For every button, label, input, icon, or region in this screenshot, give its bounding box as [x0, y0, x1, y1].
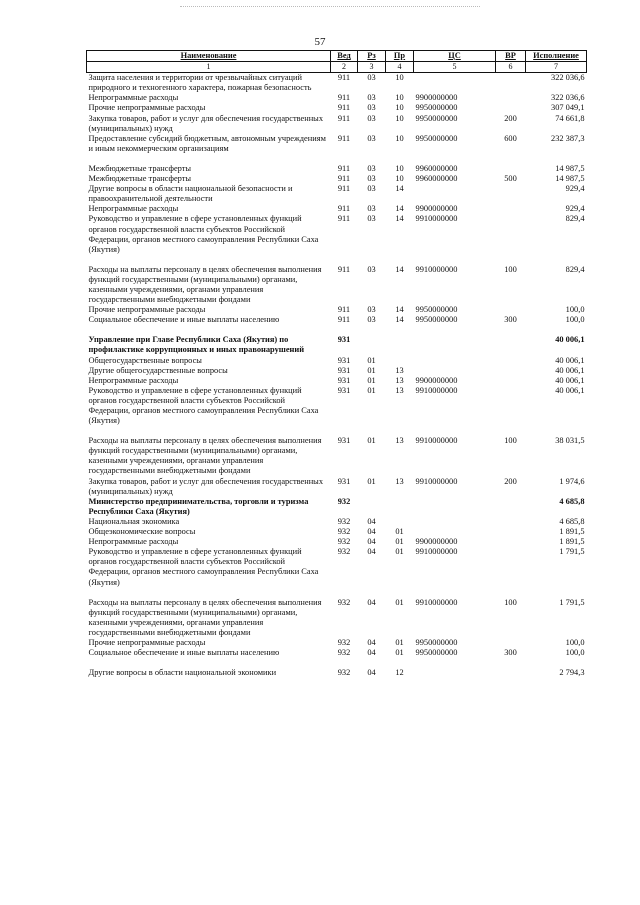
- row-pr: 12: [395, 668, 404, 678]
- table-row: [87, 265, 587, 305]
- table-row: [87, 103, 587, 113]
- row-pr: [386, 517, 414, 527]
- row-pr: 13: [395, 436, 404, 446]
- row-ved: 911: [337, 174, 351, 184]
- row-cs: 9900000000: [415, 375, 458, 385]
- row-rz: 03: [367, 305, 376, 315]
- row-ved: 911: [337, 73, 351, 83]
- row-rz: 04: [367, 597, 376, 607]
- column-number: 4: [386, 62, 414, 73]
- row-pr: 01: [395, 597, 404, 607]
- row-vr: 600: [504, 133, 517, 143]
- table-row: [87, 598, 587, 638]
- row-name: Защита населения и территории от чрезвычайных ситуаций природного и техногенного характера, пожарная безопасность: [88, 73, 312, 93]
- spacer-row: [87, 255, 587, 265]
- row-pr: [386, 335, 414, 355]
- row-value: 2 794,3: [559, 668, 585, 678]
- spacer-cell: [87, 154, 587, 164]
- row-value: 40 006,1: [555, 355, 585, 365]
- row-ved: 931: [337, 365, 351, 375]
- row-value: 1 891,5: [559, 527, 585, 537]
- row-cs: 9900000000: [415, 204, 458, 214]
- table-row: [87, 547, 587, 587]
- row-name: Социальное обеспечение и иные выплаты населению: [88, 648, 280, 658]
- row-value: 1 791,5: [559, 597, 585, 607]
- row-rz: 03: [367, 73, 376, 83]
- row-pr: 10: [395, 103, 404, 113]
- row-value: 929,4: [565, 184, 585, 194]
- row-name: Прочие непрограммные расходы: [88, 103, 206, 113]
- row-ved: 931: [337, 436, 351, 446]
- table-row: [87, 204, 587, 214]
- row-ved: 931: [337, 476, 351, 486]
- row-pr: 10: [395, 133, 404, 143]
- row-pr: [386, 356, 414, 366]
- row-cs: 9910000000: [415, 547, 458, 557]
- row-vr: [496, 527, 526, 537]
- row-pr: 14: [395, 264, 404, 274]
- row-pr: 01: [395, 527, 404, 537]
- table-row: [87, 436, 587, 476]
- row-ved: 931: [337, 375, 351, 385]
- row-vr: [496, 204, 526, 214]
- table-row: [87, 214, 587, 254]
- table-row: [87, 386, 587, 426]
- row-pr: [386, 497, 414, 517]
- spacer-row: [87, 154, 587, 164]
- row-pr: 01: [395, 637, 404, 647]
- table-row: [87, 164, 587, 174]
- header-name: Наименование: [87, 51, 331, 62]
- header-pr: Пр: [386, 51, 414, 62]
- column-number: 5: [414, 62, 496, 73]
- row-cs: [414, 73, 496, 94]
- row-vr: [496, 305, 526, 315]
- table-row: [87, 93, 587, 103]
- row-pr: 14: [395, 184, 404, 194]
- row-pr: 13: [395, 476, 404, 486]
- table-row: [87, 537, 587, 547]
- row-rz: 03: [367, 264, 376, 274]
- row-value: 40 006,1: [555, 375, 585, 385]
- row-cs: [414, 335, 496, 355]
- row-value: 829,4: [565, 214, 585, 224]
- spacer-cell: [87, 426, 587, 436]
- row-pr: 10: [395, 93, 404, 103]
- row-cs: 9910000000: [415, 385, 458, 395]
- row-pr: 13: [395, 385, 404, 395]
- table-row: [87, 668, 587, 678]
- row-ved: 911: [337, 163, 351, 173]
- spacer-cell: [87, 255, 587, 265]
- row-rz: 03: [367, 93, 376, 103]
- row-pr: 10: [395, 163, 404, 173]
- row-rz: 04: [367, 648, 376, 658]
- row-cs: 9950000000: [415, 103, 458, 113]
- row-name: Руководство и управление в сфере установленных функций органов государственной власти субъектов Российской Федерации, органов местного самоуправления Республики Саха (Якутия): [88, 214, 319, 254]
- table-row: [87, 477, 587, 497]
- row-cs: 9950000000: [415, 133, 458, 143]
- column-number: 3: [358, 62, 386, 73]
- row-vr: [496, 497, 526, 517]
- row-cs: [414, 497, 496, 517]
- header-cs: ЦС: [414, 51, 496, 62]
- row-name: Руководство и управление в сфере установленных функций органов государственной власти субъектов Российской Федерации, органов местного самоуправления Республики Саха (Якутия): [88, 385, 319, 426]
- spacer-row: [87, 426, 587, 436]
- row-cs: 9910000000: [415, 214, 458, 224]
- row-vr: 200: [504, 476, 517, 486]
- row-ved: 911: [337, 305, 351, 315]
- row-value: 40 006,1: [555, 335, 585, 345]
- row-value: 322 036,6: [551, 73, 585, 83]
- row-name: Общегосударственные вопросы: [88, 355, 202, 365]
- row-cs: 9960000000: [415, 174, 458, 184]
- table-row: [87, 497, 587, 517]
- spacer-row: [87, 588, 587, 598]
- table-row: [87, 73, 587, 94]
- row-rz: 01: [367, 385, 376, 395]
- row-rz: 01: [367, 476, 376, 486]
- row-ved: 932: [337, 537, 351, 547]
- row-cs: 9900000000: [415, 93, 458, 103]
- row-vr: [496, 547, 526, 587]
- row-vr: [496, 164, 526, 174]
- row-vr: [496, 517, 526, 527]
- row-name: Другие вопросы в области национальной безопасности и правоохранительной деятельности: [88, 184, 293, 204]
- row-rz: 03: [367, 113, 376, 123]
- row-ved: 932: [337, 648, 351, 658]
- row-name: Непрограммные расходы: [88, 375, 179, 385]
- row-name: Предоставление субсидий бюджетным, автономным учреждениям и иным некоммерческим организациям: [88, 133, 326, 153]
- row-name: Расходы на выплаты персоналу в целях обеспечения выполнения функций государственными (муниципальными) органами, казенными учреждениями, органами управления государственными внебюджетными фондами: [88, 597, 322, 637]
- row-pr: 14: [395, 305, 404, 315]
- table-row: [87, 356, 587, 366]
- row-value: 4 685,8: [559, 496, 585, 506]
- row-rz: [358, 335, 386, 355]
- column-number-row: [87, 62, 587, 73]
- row-rz: 03: [367, 315, 376, 325]
- row-name: Национальная экономика: [88, 516, 180, 526]
- row-vr: [496, 537, 526, 547]
- row-cs: 9950000000: [415, 315, 458, 325]
- header-rz: Рз: [358, 51, 386, 62]
- row-rz: 03: [367, 184, 376, 194]
- row-value: 100,0: [565, 315, 585, 325]
- row-rz: 01: [367, 436, 376, 446]
- header-ved: Вед: [331, 51, 358, 62]
- row-cs: 9910000000: [415, 264, 458, 274]
- column-number: 6: [496, 62, 526, 73]
- row-pr: 14: [395, 204, 404, 214]
- page-number: 57: [314, 36, 326, 48]
- row-name: Руководство и управление в сфере установленных функций органов государственной власти субъектов Российской Федерации, органов местного самоуправления Республики Саха (Якутия): [88, 547, 319, 587]
- row-rz: [358, 497, 386, 517]
- row-pr: 01: [395, 648, 404, 658]
- row-ved: 931: [337, 335, 351, 345]
- row-vr: 100: [504, 264, 517, 274]
- table-row: [87, 648, 587, 658]
- table-row: [87, 174, 587, 184]
- header-vr: ВР: [496, 51, 526, 62]
- row-name: Непрограммные расходы: [88, 204, 179, 214]
- table-row: [87, 134, 587, 154]
- row-pr: 14: [395, 214, 404, 224]
- header-value: Исполнение: [526, 51, 587, 62]
- row-value: 307 049,1: [551, 103, 585, 113]
- row-value: 74 661,8: [555, 113, 585, 123]
- row-rz: 04: [367, 527, 376, 537]
- row-vr: [496, 335, 526, 355]
- spacer-row: [87, 658, 587, 668]
- row-name: Управление при Главе Республики Саха (Якутия) по профилактике коррупционных и иных правонарушений: [88, 335, 305, 355]
- row-vr: [496, 184, 526, 204]
- row-vr: [496, 366, 526, 376]
- row-value: 14 987,5: [555, 163, 585, 173]
- row-rz: 01: [367, 375, 376, 385]
- row-ved: 932: [337, 496, 351, 506]
- row-ved: 911: [337, 214, 351, 224]
- row-name: Другие вопросы в области национальной экономики: [88, 668, 277, 678]
- row-rz: 03: [367, 214, 376, 224]
- table-row: [87, 527, 587, 537]
- row-vr: 200: [504, 113, 517, 123]
- row-ved: 911: [337, 113, 351, 123]
- row-ved: 911: [337, 133, 351, 143]
- row-rz: 04: [367, 547, 376, 557]
- row-cs: [414, 366, 496, 376]
- row-name: Расходы на выплаты персоналу в целях обеспечения выполнения функций государственными (муниципальными) органами, казенными учреждениями, органами управления государственными внебюджетными фондами: [88, 264, 322, 305]
- row-pr: 10: [395, 73, 404, 83]
- row-vr: 100: [504, 597, 517, 607]
- row-rz: 04: [367, 668, 376, 678]
- row-cs: 9950000000: [415, 113, 458, 123]
- row-ved: 911: [337, 204, 351, 214]
- row-cs: [414, 527, 496, 537]
- row-vr: 100: [504, 436, 517, 446]
- row-cs: 9950000000: [415, 637, 458, 647]
- row-value: 1 791,5: [559, 547, 585, 557]
- row-cs: 9910000000: [415, 436, 458, 446]
- row-ved: 931: [337, 385, 351, 395]
- row-name: Закупка товаров, работ и услуг для обеспечения государственных (муниципальных) нужд: [88, 476, 324, 496]
- row-pr: 14: [395, 315, 404, 325]
- row-rz: 03: [367, 103, 376, 113]
- row-pr: 01: [395, 537, 404, 547]
- row-cs: 9950000000: [415, 648, 458, 658]
- row-value: 100,0: [565, 648, 585, 658]
- column-number: 1: [87, 62, 331, 73]
- table-row: [87, 184, 587, 204]
- row-value: 100,0: [565, 637, 585, 647]
- spacer-cell: [87, 325, 587, 335]
- row-vr: [496, 103, 526, 113]
- row-name: Социальное обеспечение и иные выплаты населению: [88, 315, 280, 325]
- row-vr: [496, 93, 526, 103]
- row-vr: [496, 386, 526, 426]
- row-rz: 04: [367, 516, 376, 526]
- row-name: Межбюджетные трансферты: [88, 163, 192, 173]
- column-number: 7: [526, 62, 587, 73]
- row-pr: 13: [395, 365, 404, 375]
- row-cs: 9950000000: [415, 305, 458, 315]
- spacer-row: [87, 325, 587, 335]
- row-ved: 911: [337, 93, 351, 103]
- row-vr: [496, 376, 526, 386]
- row-vr: [496, 668, 526, 678]
- row-ved: 932: [337, 516, 351, 526]
- row-name: Министерство предпринимательства, торговли и туризма Республики Саха (Якутия): [88, 496, 309, 516]
- row-value: 4 685,8: [559, 516, 585, 526]
- row-cs: [414, 184, 496, 204]
- row-value: 232 387,3: [551, 133, 585, 143]
- row-vr: [496, 73, 526, 94]
- row-vr: [496, 356, 526, 366]
- row-vr: 500: [504, 174, 517, 184]
- row-value: 1 974,6: [559, 476, 585, 486]
- row-rz: 03: [367, 133, 376, 143]
- row-pr: 01: [395, 547, 404, 557]
- row-rz: 01: [367, 355, 376, 365]
- row-vr: [496, 214, 526, 254]
- spacer-cell: [87, 588, 587, 598]
- table-row: [87, 376, 587, 386]
- row-ved: 911: [337, 184, 351, 194]
- column-number: 2: [331, 62, 358, 73]
- row-vr: [496, 638, 526, 648]
- row-ved: 932: [337, 597, 351, 607]
- row-name: Межбюджетные трансферты: [88, 174, 192, 184]
- row-cs: 9900000000: [415, 537, 458, 547]
- row-ved: 911: [337, 264, 351, 274]
- row-ved: 931: [337, 355, 351, 365]
- table-row: [87, 335, 587, 355]
- row-cs: 9910000000: [415, 476, 458, 486]
- row-cs: [414, 668, 496, 678]
- row-ved: 932: [337, 668, 351, 678]
- row-cs: [414, 356, 496, 366]
- scan-artifact-line: [180, 6, 480, 7]
- row-value: 14 987,5: [555, 174, 585, 184]
- row-value: 322 036,6: [551, 93, 585, 103]
- row-value: 40 006,1: [555, 385, 585, 395]
- spacer-cell: [87, 658, 587, 668]
- row-ved: 932: [337, 637, 351, 647]
- row-cs: [414, 517, 496, 527]
- row-rz: 03: [367, 163, 376, 173]
- row-cs: 9910000000: [415, 597, 458, 607]
- table-row: [87, 315, 587, 325]
- row-name: Расходы на выплаты персоналу в целях обеспечения выполнения функций государственными (муниципальными) органами, казенными учреждениями, органами управления государственными внебюджетными фондами: [88, 436, 322, 476]
- row-ved: 932: [337, 527, 351, 537]
- row-name: Прочие непрограммные расходы: [88, 305, 206, 315]
- table-row: [87, 305, 587, 315]
- row-rz: 01: [367, 365, 376, 375]
- budget-execution-table: [86, 50, 587, 678]
- row-rz: 03: [367, 174, 376, 184]
- row-value: 40 006,1: [555, 365, 585, 375]
- row-value: 38 031,5: [555, 436, 585, 446]
- table-row: [87, 638, 587, 648]
- row-pr: 10: [395, 174, 404, 184]
- row-ved: 932: [337, 547, 351, 557]
- row-name: Общеэкономические вопросы: [88, 527, 196, 537]
- row-cs: 9960000000: [415, 163, 458, 173]
- row-name: Закупка товаров, работ и услуг для обеспечения государственных (муниципальных) нужд: [88, 113, 324, 133]
- row-rz: 03: [367, 204, 376, 214]
- table-row: [87, 517, 587, 527]
- table-row: [87, 114, 587, 134]
- row-value: 829,4: [565, 264, 585, 274]
- table-header-row: [87, 51, 587, 62]
- row-vr: 300: [504, 648, 517, 658]
- row-name: Прочие непрограммные расходы: [88, 637, 206, 647]
- row-pr: 13: [395, 375, 404, 385]
- row-value: 929,4: [565, 204, 585, 214]
- row-name: Непрограммные расходы: [88, 537, 179, 547]
- row-pr: 10: [395, 113, 404, 123]
- table-body: [87, 73, 587, 679]
- row-rz: 04: [367, 637, 376, 647]
- row-ved: 911: [337, 315, 351, 325]
- table-row: [87, 366, 587, 376]
- row-ved: 911: [337, 103, 351, 113]
- row-rz: 04: [367, 537, 376, 547]
- row-name: Другие общегосударственные вопросы: [88, 365, 228, 375]
- row-value: 100,0: [565, 305, 585, 315]
- row-vr: 300: [504, 315, 517, 325]
- row-value: 1 891,5: [559, 537, 585, 547]
- row-name: Непрограммные расходы: [88, 93, 179, 103]
